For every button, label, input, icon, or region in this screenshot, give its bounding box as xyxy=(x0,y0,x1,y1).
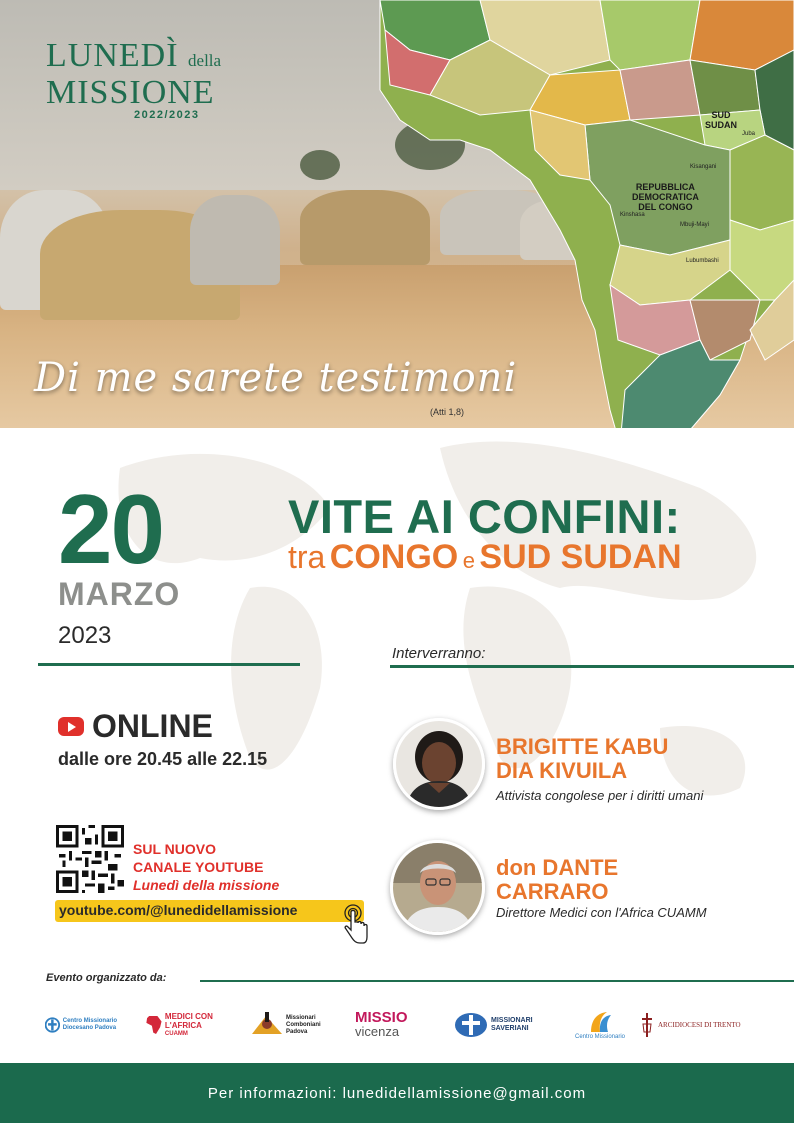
speaker-name xyxy=(496,856,618,904)
footer-contact[interactable]: Per informazioni: lunedidellamissione@gmail.com xyxy=(207,1084,587,1102)
organizer-logo xyxy=(250,1000,335,1050)
tagline-reference: (Atti 1,8) xyxy=(430,407,465,417)
speaker-portrait xyxy=(393,843,482,932)
event-logo xyxy=(46,37,246,121)
divider xyxy=(390,665,794,668)
divider xyxy=(200,980,794,982)
city-label: Mbuji-Mayi xyxy=(680,222,710,228)
speaker-role: Direttore Medici con l'Africa CUAMM xyxy=(496,905,707,920)
speaker-name-line1: don DANTE xyxy=(496,855,619,880)
organizer-name: MISSIONARI xyxy=(491,1017,533,1024)
event-subtitle xyxy=(288,538,682,577)
organizer-logo xyxy=(45,1000,130,1050)
online-badge xyxy=(58,708,213,745)
organizer-logo xyxy=(355,1000,430,1050)
speaker-name-line1: BRIGITTE KABU xyxy=(496,734,669,759)
organizer-logo xyxy=(145,1000,225,1050)
event-hours: dalle ore 20.45 alle 22.15 xyxy=(58,749,268,769)
youtube-icon xyxy=(58,717,84,736)
speaker-photo xyxy=(390,840,485,935)
youtube-line2: CANALE YOUTUBE xyxy=(133,859,264,875)
event-month: MARZO xyxy=(58,576,181,612)
organizer-sub: SAVERIANI xyxy=(491,1025,529,1032)
cmd-padova-icon xyxy=(45,1010,60,1040)
organizer-logo xyxy=(570,1000,630,1050)
qr-code[interactable] xyxy=(56,825,124,893)
speaker-name-line2: DIA KIVUILA xyxy=(496,758,628,783)
trento-crest-icon xyxy=(640,1012,654,1038)
online-label: ONLINE xyxy=(92,708,213,744)
organizer-logo xyxy=(640,1000,755,1050)
event-year: 2023 xyxy=(58,622,112,649)
hut xyxy=(190,195,280,285)
organizer-sub: vicenza xyxy=(355,1024,400,1039)
organizer-logos xyxy=(40,1000,760,1050)
organizer-sub: CUAMM xyxy=(164,1030,188,1037)
logo-della: della xyxy=(188,51,222,70)
organizer-name: ARCIDIOCESI DI TRENTO xyxy=(658,1021,741,1029)
speaker-role: Attivista congolese per i diritti umani xyxy=(496,788,704,803)
subtitle-e: e xyxy=(462,548,475,573)
centro-missionario-icon xyxy=(587,1010,613,1034)
organizers-label: Evento organizzato da: xyxy=(46,972,167,984)
speaker-portrait xyxy=(396,721,482,807)
subtitle-congo: CONGO xyxy=(329,538,459,576)
organizer-name: MEDICI CON L'AFRICA xyxy=(164,1011,213,1030)
city-label: Kisangani xyxy=(690,164,717,170)
speaker-photo xyxy=(393,718,485,810)
organizer-logo xyxy=(453,1000,543,1050)
hero-image xyxy=(0,0,794,428)
logo-lunedi: LUNEDÌ xyxy=(46,37,179,74)
logo-missione: MISSIONE xyxy=(46,74,215,111)
speakers-label: Interverranno: xyxy=(392,645,486,662)
africa-icon xyxy=(145,1010,163,1040)
youtube-line3: Lunedì della missione xyxy=(133,877,280,893)
city-label: Juba xyxy=(742,131,756,137)
youtube-link[interactable]: youtube.com/@lunedidellamissione xyxy=(55,900,364,922)
pointer-hand-icon xyxy=(340,902,370,946)
city-label: Lubumbashi xyxy=(686,258,719,264)
subtitle-sud-sudan: SUD SUDAN xyxy=(479,538,682,576)
event-title: VITE AI CONFINI: xyxy=(288,490,681,543)
city-label: Kinshasa xyxy=(620,212,645,218)
divider xyxy=(38,663,300,666)
speaker-name-line2: CARRARO xyxy=(496,879,609,904)
speaker-name xyxy=(496,735,668,783)
subtitle-tra: tra xyxy=(288,539,326,575)
tree xyxy=(300,150,340,180)
footer-bar xyxy=(0,1063,794,1123)
logo-year: 2022/2023 xyxy=(134,109,200,121)
event-day: 20 xyxy=(58,474,164,584)
organizer-name: MISSIO xyxy=(355,1009,408,1026)
map-label-rdc: REPUBBLICA DEMOCRATICA DEL CONGO xyxy=(632,182,699,212)
youtube-line1: SUL NUOVO xyxy=(133,841,216,857)
organizer-name: Centro Missionario Diocesano Padova xyxy=(62,1018,118,1031)
youtube-info xyxy=(133,840,279,894)
comboniani-icon xyxy=(250,1010,284,1040)
organizer-name: Centro Missionario xyxy=(574,1034,626,1040)
saveriani-icon xyxy=(453,1010,489,1040)
organizer-name: Missionari Comboniani Padova xyxy=(286,1014,321,1035)
tagline: Di me sarete testimoni xyxy=(34,355,518,401)
map-label-sud-sudan: SUD SUDAN xyxy=(705,110,738,130)
